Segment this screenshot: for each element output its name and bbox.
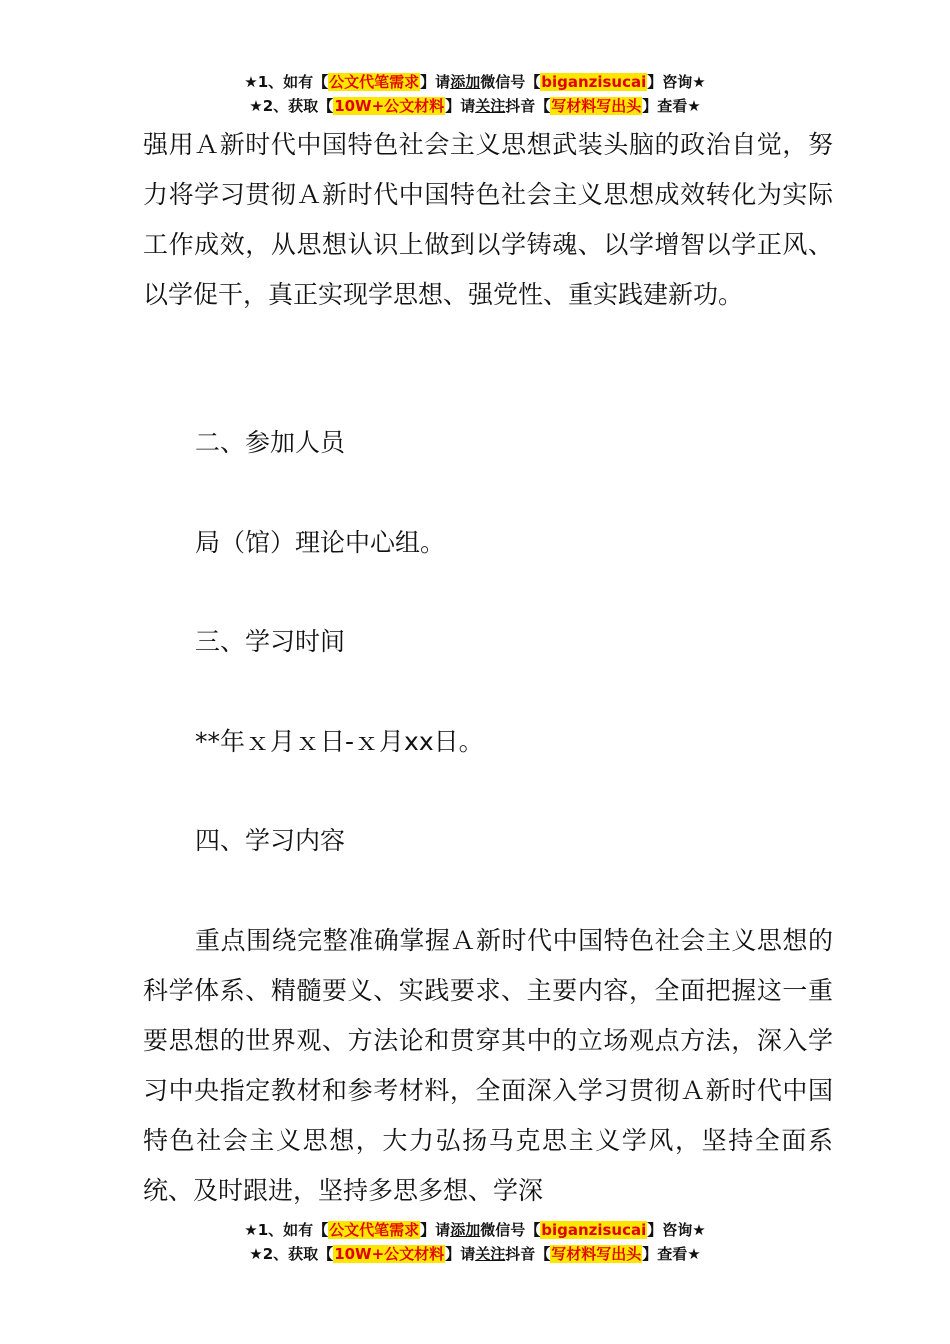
section-4-title: 四、学习内容 [195, 826, 346, 855]
footer-underline-add: 添加 [450, 1221, 481, 1239]
intro-paragraph: 强用Ａ新时代中国特色社会主义思想武装头脑的政治自觉，努力将学习贯彻Ａ新时代中国特色社会主义思想成效转化为实际工作成效，从思想认识上做到以学铸魂、以学增智以学正风、以学促干，真正实现学思想、强党性、重实践建新功。 [143, 130, 833, 309]
header-line-2-text: 】请 [445, 97, 476, 115]
header-highlight-materials: 10W+公文材料 [334, 97, 445, 115]
footer-line-2-prefix: ★2、获取【 [249, 1245, 334, 1263]
footer-banner [0, 1218, 950, 1266]
section-2-body: 局（馆）理论中心组。 [195, 528, 446, 557]
header-highlight-douyin: 写材料写出头 [551, 97, 642, 115]
header-highlight-wechat: biganzisucai [541, 73, 647, 91]
footer-line-2-suffix: 】查看★ [642, 1245, 701, 1263]
section-4-body: 重点围绕完整准确掌握Ａ新时代中国特色社会主义思想的科学体系、精髓要义、实践要求、主要内容，全面把握这一重要思想的世界观、方法论和贯穿其中的立场观点方法，深入学习中央指定教材和参考材料，全面深入学习贯彻Ａ新时代中国特色社会主义思想，大力弘扬马克思主义学风，坚持全面系统、及时跟进，坚持多思多想、学深 [143, 926, 833, 1205]
section-3-body: **年ｘ月ｘ日-ｘ月xx日。 [195, 727, 484, 756]
footer-highlight-service: 公文代笔需求 [329, 1221, 420, 1239]
section-4-block [143, 916, 833, 1216]
header-line-2-prefix: ★2、获取【 [249, 97, 334, 115]
footer-line-1-prefix: ★1、如有【 [244, 1221, 329, 1239]
section-3-title: 三、学习时间 [195, 627, 346, 656]
section-2-title: 二、参加人员 [195, 428, 346, 457]
header-line-1-text-2: 微信号【 [480, 73, 541, 91]
footer-line-2 [0, 1242, 950, 1266]
footer-line-1-text: 】请 [420, 1221, 451, 1239]
header-underline-add: 添加 [450, 73, 481, 91]
footer-line-2-text: 】请 [445, 1245, 476, 1263]
header-line-1-text: 】请 [420, 73, 451, 91]
header-line-2-suffix: 】查看★ [642, 97, 701, 115]
header-line-1-suffix: 】咨询★ [647, 73, 706, 91]
header-line-1 [0, 70, 950, 94]
footer-line-1-text-2: 微信号【 [480, 1221, 541, 1239]
header-line-2-text-2: 抖音【 [505, 97, 551, 115]
header-line-1-prefix: ★1、如有【 [244, 73, 329, 91]
footer-line-1-suffix: 】咨询★ [647, 1221, 706, 1239]
footer-line-2-text-2: 抖音【 [505, 1245, 551, 1263]
intro-block [143, 120, 833, 320]
footer-highlight-wechat: biganzisucai [541, 1221, 647, 1239]
footer-underline-follow: 关注 [475, 1245, 506, 1263]
header-line-2 [0, 94, 950, 118]
footer-line-1 [0, 1218, 950, 1242]
header-highlight-service: 公文代笔需求 [329, 73, 420, 91]
footer-highlight-douyin: 写材料写出头 [551, 1245, 642, 1263]
footer-highlight-materials: 10W+公文材料 [334, 1245, 445, 1263]
header-underline-follow: 关注 [475, 97, 506, 115]
header-banner [0, 70, 950, 118]
